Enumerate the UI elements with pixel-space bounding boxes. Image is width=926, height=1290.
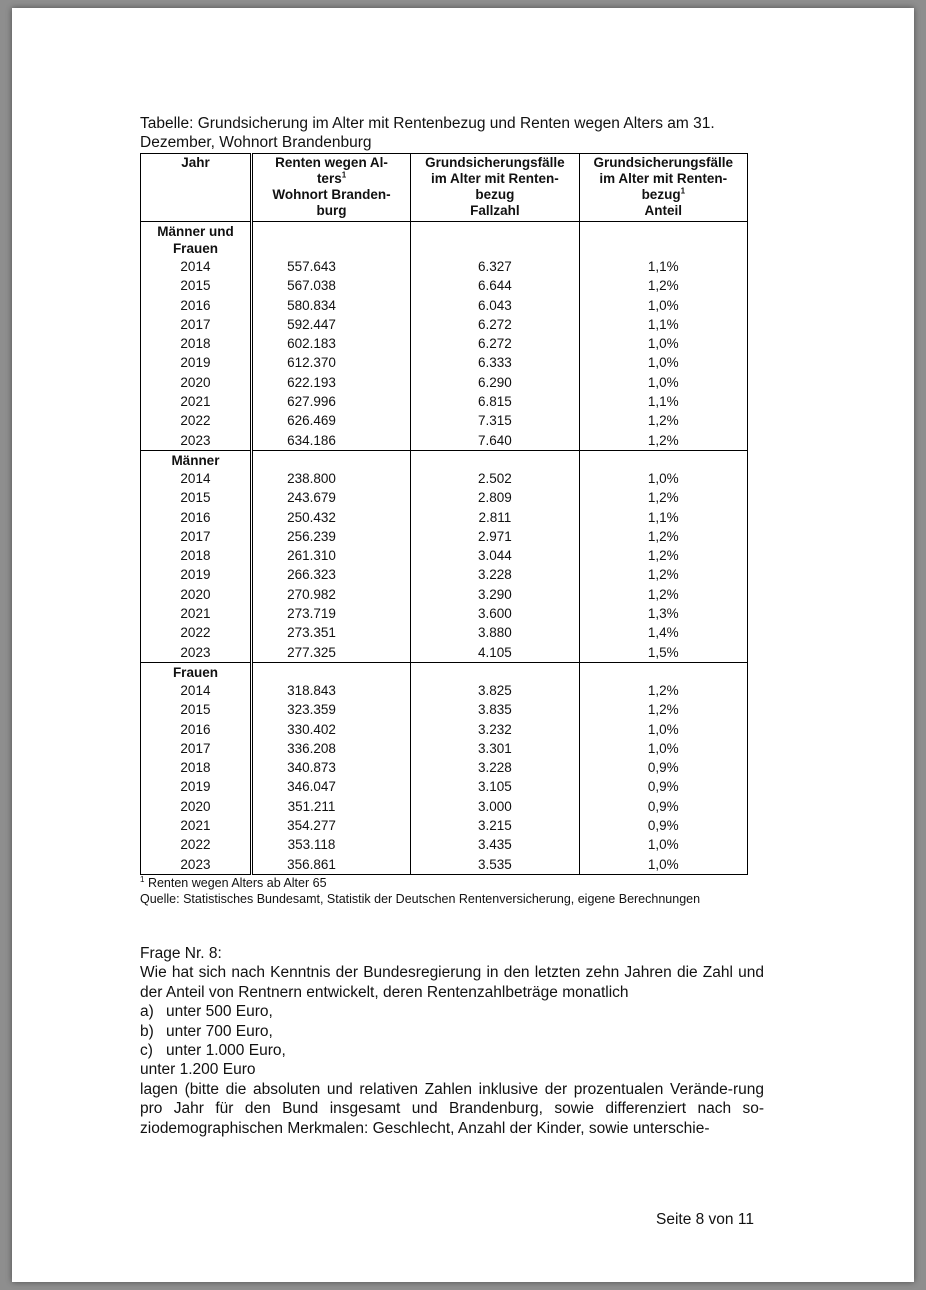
table-row <box>141 431 748 451</box>
group-header-row <box>141 662 748 681</box>
cases-cell: 6.327 <box>411 257 579 276</box>
year-cell: 2015 <box>141 700 252 719</box>
table-row <box>141 565 748 584</box>
table-body <box>141 222 748 875</box>
table-row <box>141 334 748 353</box>
source-note: Quelle: Statistisches Bundesamt, Statistik der Deutschen Rentenversicherung, eigene Berechnungen <box>140 891 701 906</box>
share-cell: 1,1% <box>579 257 747 276</box>
cases-cell: 6.644 <box>411 276 579 295</box>
pensions-cell: 243.679 <box>251 488 410 507</box>
list-text: unter 500 Euro, <box>166 1003 273 1021</box>
share-cell: 1,2% <box>579 700 747 719</box>
share-cell: 1,0% <box>579 373 747 392</box>
cases-cell: 3.600 <box>411 604 579 623</box>
share-cell: 1,0% <box>579 296 747 315</box>
empty-cell <box>411 450 579 469</box>
share-cell: 1,0% <box>579 855 747 875</box>
year-cell: 2017 <box>141 527 252 546</box>
pensions-cell: 250.432 <box>251 508 410 527</box>
pensions-cell: 626.469 <box>251 411 410 430</box>
group-label <box>141 222 252 258</box>
table-row <box>141 720 748 739</box>
group-label-line: Männer und <box>157 224 234 239</box>
share-cell: 1,2% <box>579 431 747 451</box>
year-cell: 2015 <box>141 488 252 507</box>
cases-cell: 3.825 <box>411 681 579 700</box>
share-cell: 1,2% <box>579 585 747 604</box>
share-cell: 1,3% <box>579 604 747 623</box>
group-label-line: Frauen <box>172 664 218 680</box>
share-cell: 1,5% <box>579 643 747 663</box>
table-row <box>141 797 748 816</box>
document-page <box>12 8 914 1282</box>
table-row <box>141 758 748 777</box>
group-label-line: Frauen <box>172 241 218 256</box>
cases-cell: 3.535 <box>411 855 579 875</box>
pensions-cell: 256.239 <box>251 527 410 546</box>
share-cell: 1,2% <box>579 527 747 546</box>
year-cell: 2021 <box>141 816 252 835</box>
footnote-marker: 1 <box>341 170 347 180</box>
header-year: Jahr <box>141 154 252 222</box>
share-cell: 1,0% <box>579 739 747 758</box>
table-row <box>141 353 748 372</box>
cases-cell: 6.272 <box>411 315 579 334</box>
question-block <box>140 944 764 1138</box>
table-row <box>141 855 748 875</box>
cases-cell: 2.811 <box>411 508 579 527</box>
share-cell: 1,0% <box>579 720 747 739</box>
table-row <box>141 527 748 546</box>
cases-cell: 2.502 <box>411 469 579 488</box>
table-row <box>141 315 748 334</box>
year-cell: 2019 <box>141 777 252 796</box>
question-extra: unter 1.200 Euro <box>140 1061 256 1079</box>
list-text: unter 700 Euro, <box>166 1022 273 1040</box>
pensions-cell: 273.719 <box>251 604 410 623</box>
cases-cell: 3.105 <box>411 777 579 796</box>
year-cell: 2023 <box>141 855 252 875</box>
table-row <box>141 469 748 488</box>
share-cell: 0,9% <box>579 816 747 835</box>
share-cell: 1,0% <box>579 469 747 488</box>
pensions-cell: 277.325 <box>251 643 410 663</box>
group-label <box>141 662 252 681</box>
group-header-row <box>141 450 748 469</box>
empty-cell <box>251 450 410 469</box>
cases-cell: 3.228 <box>411 758 579 777</box>
cases-cell: 3.290 <box>411 585 579 604</box>
cases-cell: 3.044 <box>411 546 579 565</box>
year-cell: 2021 <box>141 604 252 623</box>
cases-cell: 3.435 <box>411 835 579 854</box>
header-share-line2: im Alter mit Renten- <box>599 171 728 186</box>
cases-cell: 7.315 <box>411 411 579 430</box>
pensions-cell: 354.277 <box>251 816 410 835</box>
list-marker: c) <box>140 1041 153 1059</box>
year-cell: 2021 <box>141 392 252 411</box>
pensions-cell: 602.183 <box>251 334 410 353</box>
year-cell: 2015 <box>141 276 252 295</box>
table-row <box>141 508 748 527</box>
data-table <box>140 153 748 875</box>
pensions-cell: 622.193 <box>251 373 410 392</box>
table-row <box>141 739 748 758</box>
pensions-cell: 330.402 <box>251 720 410 739</box>
cases-cell: 3.232 <box>411 720 579 739</box>
header-cases-line2: im Alter mit Renten- <box>431 171 559 186</box>
pensions-cell: 634.186 <box>251 431 410 451</box>
table-row <box>141 604 748 623</box>
list-item <box>140 1002 764 1021</box>
table-row <box>141 623 748 642</box>
cases-cell: 6.333 <box>411 353 579 372</box>
year-cell: 2020 <box>141 373 252 392</box>
cases-cell: 3.215 <box>411 816 579 835</box>
table-row <box>141 816 748 835</box>
table-caption: Tabelle: Grundsicherung im Alter mit Rentenbezug und Renten wegen Alters am 31. Dezember, Wohnort Brandenburg <box>140 115 715 151</box>
footnote-marker: 1 <box>140 874 145 884</box>
cases-cell: 6.043 <box>411 296 579 315</box>
header-pensions-line3: Wohnort Branden- <box>272 187 391 202</box>
share-cell: 1,1% <box>579 392 747 411</box>
cases-cell: 3.835 <box>411 700 579 719</box>
share-cell: 1,2% <box>579 276 747 295</box>
header-cases-line1: Grundsicherungsfälle <box>425 155 565 170</box>
cases-cell: 3.880 <box>411 623 579 642</box>
table-header-row <box>141 154 748 222</box>
empty-cell <box>579 662 747 681</box>
header-pensions-line4: burg <box>316 203 347 218</box>
pensions-cell: 612.370 <box>251 353 410 372</box>
pensions-cell: 318.843 <box>251 681 410 700</box>
share-cell: 0,9% <box>579 797 747 816</box>
header-share-line3: bezug <box>641 187 681 202</box>
year-cell: 2014 <box>141 469 252 488</box>
share-cell: 1,4% <box>579 623 747 642</box>
footnote-marker: 1 <box>680 186 686 196</box>
year-cell: 2018 <box>141 546 252 565</box>
list-marker: a) <box>140 1003 154 1021</box>
group-header-row <box>141 222 748 258</box>
year-cell: 2017 <box>141 739 252 758</box>
pensions-cell: 356.861 <box>251 855 410 875</box>
year-cell: 2020 <box>141 797 252 816</box>
empty-cell <box>251 222 410 258</box>
table-row <box>141 411 748 430</box>
share-cell: 1,2% <box>579 546 747 565</box>
share-cell: 1,0% <box>579 334 747 353</box>
year-cell: 2020 <box>141 585 252 604</box>
question-intro: Wie hat sich nach Kenntnis der Bundesregierung in den letzten zehn Jahren die Zahl und der Anteil von Rentnern entwickelt, deren Rentenzahlbeträge monatlich <box>140 964 764 1001</box>
pensions-cell: 273.351 <box>251 623 410 642</box>
pensions-cell: 266.323 <box>251 565 410 584</box>
year-cell: 2023 <box>141 643 252 663</box>
list-item <box>140 1041 764 1060</box>
header-cases-line3: bezug <box>475 187 515 202</box>
cases-cell: 4.105 <box>411 643 579 663</box>
cases-cell: 7.640 <box>411 431 579 451</box>
year-cell: 2014 <box>141 681 252 700</box>
cases-cell: 6.290 <box>411 373 579 392</box>
empty-cell <box>251 662 410 681</box>
group-label <box>141 450 252 469</box>
cases-cell: 6.815 <box>411 392 579 411</box>
share-cell: 1,2% <box>579 488 747 507</box>
share-cell: 1,0% <box>579 835 747 854</box>
pensions-cell: 323.359 <box>251 700 410 719</box>
pensions-cell: 592.447 <box>251 315 410 334</box>
share-cell: 0,9% <box>579 777 747 796</box>
share-cell: 1,0% <box>579 353 747 372</box>
table-row <box>141 373 748 392</box>
question-body: lagen (bitte die absoluten und relativen Zahlen inklusive der prozentualen Verände-rung pro Jahr für den Bund insgesamt und Brandenburg, sowie differenziert nach so-ziodemographischen Merkmalen: Geschlecht, Anzahl der Kinder, sowie unterschie- <box>140 1080 764 1137</box>
pensions-cell: 567.038 <box>251 276 410 295</box>
table-row <box>141 296 748 315</box>
pensions-cell: 270.982 <box>251 585 410 604</box>
page-number: Seite 8 von 11 <box>656 1211 754 1228</box>
pensions-cell: 353.118 <box>251 835 410 854</box>
group-label-line: Männer <box>171 452 220 468</box>
empty-cell <box>579 450 747 469</box>
year-cell: 2018 <box>141 334 252 353</box>
year-cell: 2014 <box>141 257 252 276</box>
year-cell: 2022 <box>141 411 252 430</box>
share-cell: 0,9% <box>579 758 747 777</box>
empty-cell <box>579 222 747 258</box>
pensions-cell: 557.643 <box>251 257 410 276</box>
table-row <box>141 257 748 276</box>
list-marker: b) <box>140 1022 154 1040</box>
year-cell: 2016 <box>141 720 252 739</box>
table-row <box>141 777 748 796</box>
cases-cell: 6.272 <box>411 334 579 353</box>
pensions-cell: 580.834 <box>251 296 410 315</box>
footnote <box>140 876 780 891</box>
year-cell: 2019 <box>141 565 252 584</box>
header-share-line4: Anteil <box>644 203 683 218</box>
year-cell: 2017 <box>141 315 252 334</box>
year-cell: 2022 <box>141 623 252 642</box>
table-row <box>141 488 748 507</box>
footnote-text: Renten wegen Alters ab Alter 65 <box>147 875 327 890</box>
header-cases <box>411 154 579 222</box>
share-cell: 1,1% <box>579 508 747 527</box>
page-content <box>140 114 780 1138</box>
question-title: Frage Nr. 8: <box>140 944 222 962</box>
year-cell: 2016 <box>141 508 252 527</box>
table-row <box>141 643 748 663</box>
table-row <box>141 585 748 604</box>
pensions-cell: 346.047 <box>251 777 410 796</box>
header-pensions <box>251 154 410 222</box>
pensions-cell: 336.208 <box>251 739 410 758</box>
cases-cell: 2.809 <box>411 488 579 507</box>
year-cell: 2016 <box>141 296 252 315</box>
table-row <box>141 681 748 700</box>
table-row <box>141 276 748 295</box>
pensions-cell: 627.996 <box>251 392 410 411</box>
empty-cell <box>411 662 579 681</box>
cases-cell: 3.301 <box>411 739 579 758</box>
year-cell: 2023 <box>141 431 252 451</box>
cases-cell: 3.000 <box>411 797 579 816</box>
header-pensions-line2: ters <box>316 171 342 186</box>
pensions-cell: 351.211 <box>251 797 410 816</box>
year-cell: 2018 <box>141 758 252 777</box>
share-cell: 1,2% <box>579 411 747 430</box>
year-cell: 2022 <box>141 835 252 854</box>
pensions-cell: 238.800 <box>251 469 410 488</box>
header-cases-line4: Fallzahl <box>470 203 520 218</box>
pensions-cell: 340.873 <box>251 758 410 777</box>
header-pensions-line1: Renten wegen Al- <box>275 155 388 170</box>
table-row <box>141 835 748 854</box>
share-cell: 1,2% <box>579 565 747 584</box>
share-cell: 1,1% <box>579 315 747 334</box>
table-row <box>141 392 748 411</box>
empty-cell <box>411 222 579 258</box>
cases-cell: 3.228 <box>411 565 579 584</box>
table-row <box>141 546 748 565</box>
cases-cell: 2.971 <box>411 527 579 546</box>
list-text: unter 1.000 Euro, <box>166 1041 286 1059</box>
pensions-cell: 261.310 <box>251 546 410 565</box>
list-item <box>140 1022 764 1041</box>
header-share-line1: Grundsicherungsfälle <box>593 155 734 170</box>
year-cell: 2019 <box>141 353 252 372</box>
table-row <box>141 700 748 719</box>
share-cell: 1,2% <box>579 681 747 700</box>
header-share <box>579 154 747 222</box>
